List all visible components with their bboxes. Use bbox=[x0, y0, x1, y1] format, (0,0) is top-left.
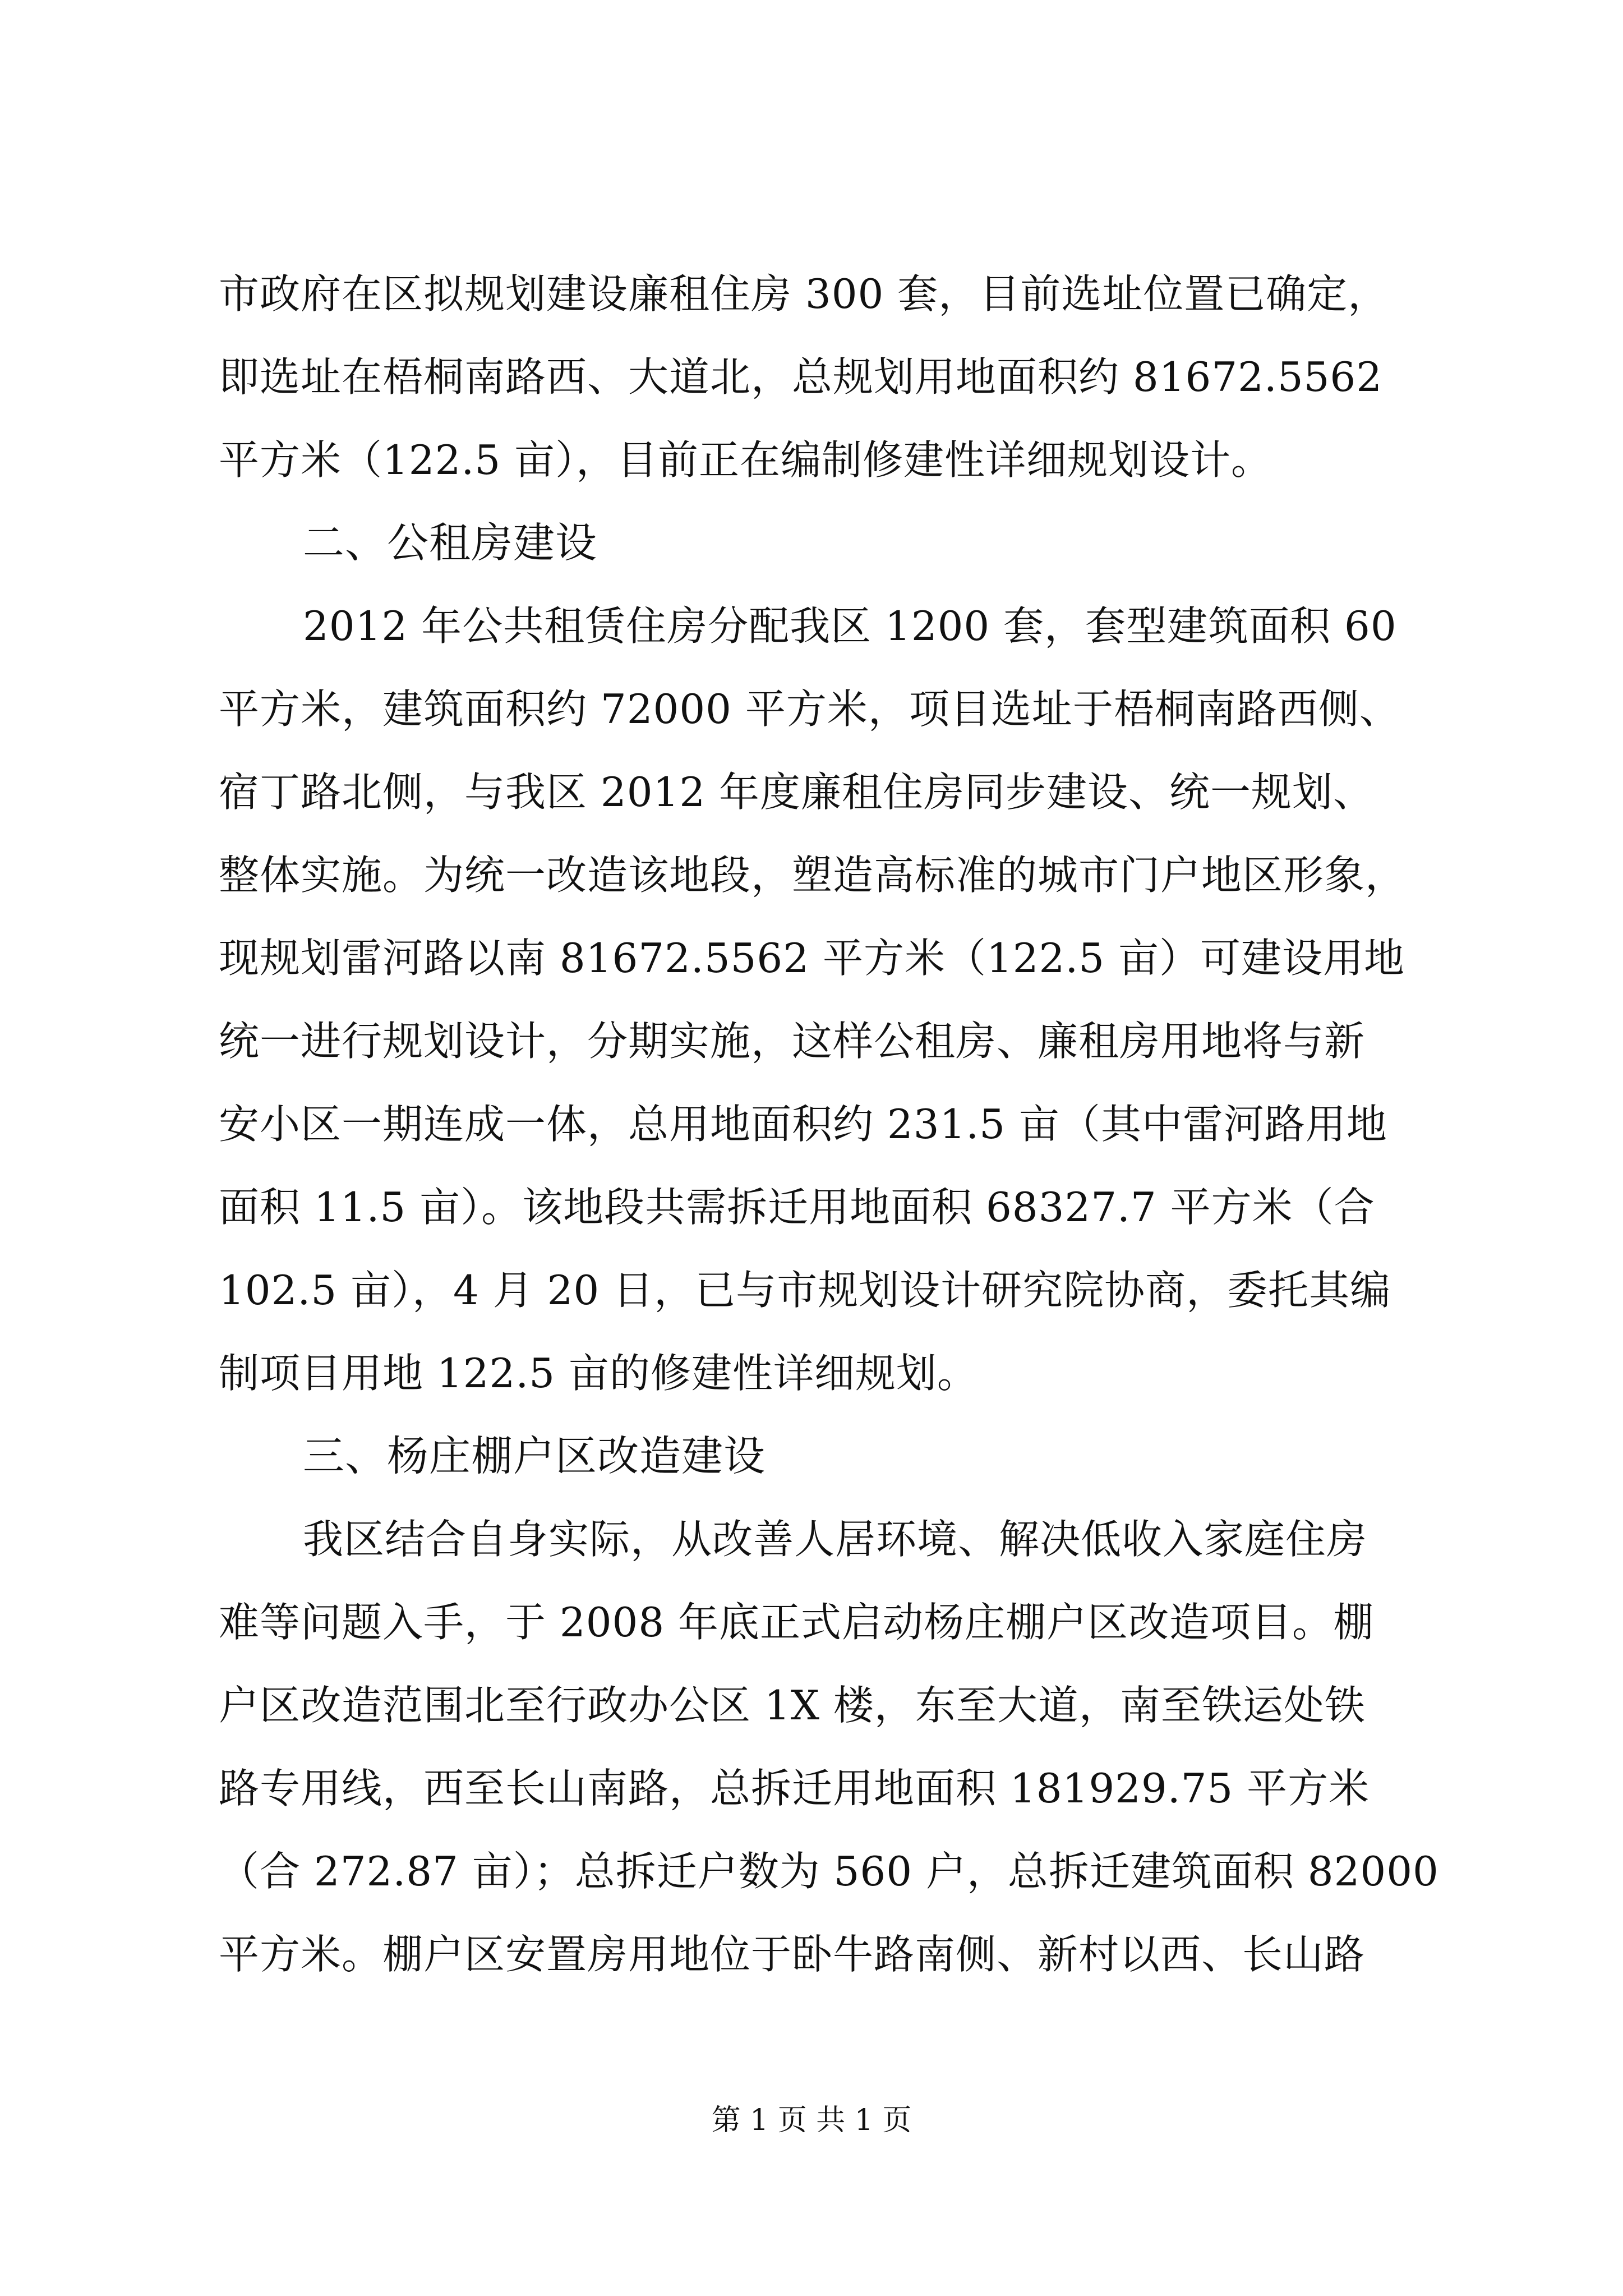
text-line-14: 制项目用地 122.5 亩的修建性详细规划。 bbox=[219, 1350, 978, 1397]
text-line-13: 102.5 亩），4 月 20 日，已与市规划设计研究院协商，委托其编 bbox=[219, 1267, 1391, 1314]
text-line-6: 平方米，建筑面积约 72000 平方米，项目选址于梧桐南路西侧、 bbox=[219, 685, 1400, 733]
text-line-3: 平方米（122.5 亩），目前正在编制修建性详细规划设计。 bbox=[219, 436, 1272, 484]
text-line-16: 我区结合自身实际，从改善人居环境、解决低收入家庭住房 bbox=[303, 1516, 1368, 1563]
section-heading-2: 二、公租房建设 bbox=[303, 519, 597, 567]
text-line-1: 市政府在区拟规划建设廉租住房 300 套，目前选址位置已确定， bbox=[219, 270, 1389, 318]
text-line-20: （合 272.87 亩）；总拆迁户数为 560 户，总拆迁建筑面积 82000 bbox=[219, 1848, 1439, 1895]
text-line-18: 户区改造范围北至行政办公区 1X 楼，东至大道，南至铁运处铁 bbox=[219, 1682, 1366, 1729]
text-line-12: 面积 11.5 亩）。该地段共需拆迁用地面积 68327.7 平方米（合 bbox=[219, 1184, 1375, 1231]
text-line-7: 宿丁路北侧，与我区 2012 年度廉租住房同步建设、统一规划、 bbox=[219, 769, 1375, 816]
text-line-11: 安小区一期连成一体，总用地面积约 231.5 亩（其中雷河路用地 bbox=[219, 1101, 1387, 1148]
text-line-17: 难等问题入手，于 2008 年底正式启动杨庄棚户区改造项目。棚 bbox=[219, 1599, 1375, 1646]
text-line-9: 现规划雷河路以南 81672.5562 平方米（122.5 亩）可建设用地 bbox=[219, 935, 1405, 982]
text-line-8: 整体实施。为统一改造该地段，塑造高标准的城市门户地区形象， bbox=[219, 852, 1407, 899]
text-line-10: 统一进行规划设计，分期实施，这样公租房、廉租房用地将与新 bbox=[219, 1018, 1366, 1065]
text-line-2: 即选址在梧桐南路西、大道北，总规划用地面积约 81672.5562 bbox=[219, 353, 1383, 401]
text-line-21: 平方米。棚户区安置房用地位于卧牛路南侧、新村以西、长山路 bbox=[219, 1931, 1366, 1978]
page-footer: 第 1 页 共 1 页 bbox=[711, 2104, 912, 2137]
document-body bbox=[219, 252, 1439, 1996]
text-line-5: 2012 年公共租赁住房分配我区 1200 套，套型建筑面积 60 bbox=[303, 602, 1397, 650]
text-line-19: 路专用线，西至长山南路，总拆迁用地面积 181929.75 平方米 bbox=[219, 1765, 1370, 1812]
section-heading-3: 三、杨庄棚户区改造建设 bbox=[303, 1432, 766, 1480]
